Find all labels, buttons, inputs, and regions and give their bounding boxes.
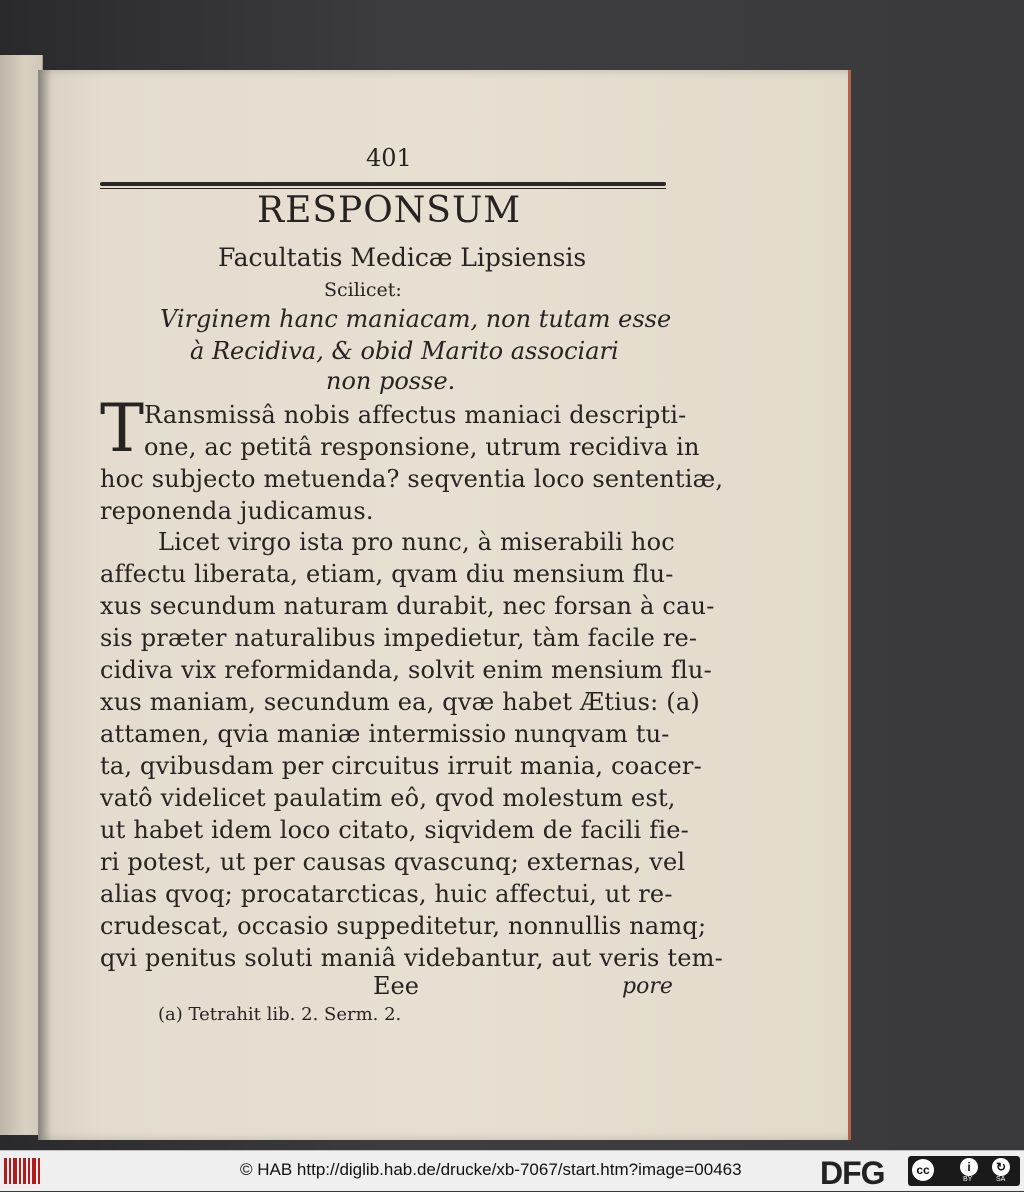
body-line: reponenda judicamus.: [100, 497, 374, 525]
body-line: crudescat, occasio suppeditetur, nonnullis namq;: [100, 912, 707, 940]
page-title: RESPONSUM: [257, 190, 522, 231]
body-line: ta, qvibusdam per circuitus irruit mania, coacer-: [100, 752, 702, 780]
drop-cap: T: [100, 390, 145, 467]
body-line: sis præter naturalibus impedietur, tàm facile re-: [100, 624, 698, 652]
info-bar: [0, 1150, 1024, 1191]
body-line: affectu liberata, etiam, qvam diu mensium flu-: [100, 560, 674, 588]
body-line: alias qvoq; procatarcticas, huic affectui, ut re-: [100, 880, 673, 908]
italic-line-3: non posse.: [326, 367, 456, 395]
italic-line-2: à Recidiva, & obid Marito associari: [190, 337, 619, 365]
spine-shadow: [38, 70, 52, 1140]
body-line: ut habet idem loco citato, siqvidem de facili fie-: [100, 816, 689, 844]
dfg-logo: DFG: [820, 1155, 885, 1191]
body-line: hoc subjecto metuenda? seqventia loco sententiæ,: [100, 465, 724, 493]
license-by-label: BY: [963, 1176, 973, 1183]
page-number: 401: [366, 144, 412, 172]
header-rule-thin: [100, 188, 666, 189]
footnote: (a) Tetrahit lib. 2. Serm. 2.: [158, 1004, 402, 1025]
catchword: pore: [622, 974, 673, 999]
cc-icon: cc: [912, 1159, 934, 1181]
body-line: xus maniam, secundum ea, qvæ habet Ætius: (a): [100, 688, 700, 716]
body-line: ri potest, ut per causas qvascunq; externas, vel: [100, 848, 686, 876]
body-line: qvi penitus soluti maniâ videbantur, aut veris tem-: [100, 944, 723, 972]
italic-line-1: Virginem hanc maniacam, non tutam esse: [160, 305, 672, 333]
body-line: cidiva vix reformidanda, solvit enim mensium flu-: [100, 656, 712, 684]
body-line: one, ac petitâ responsione, utrum recidiva in: [144, 433, 700, 461]
scilicet-label: Scilicet:: [324, 279, 402, 301]
body-line: Licet virgo ista pro nunc, à miserabili hoc: [158, 528, 675, 556]
body-line: Ransmissâ nobis affectus maniaci descripti-: [144, 401, 687, 429]
header-rule: [100, 182, 666, 186]
license-sa-label: SA: [996, 1176, 1006, 1183]
body-line: vatô videlicet paulatim eô, qvod molestum est,: [100, 784, 676, 812]
page-subtitle: Facultatis Medicæ Lipsiensis: [218, 243, 587, 272]
barcode-icon: [4, 1158, 44, 1184]
person-icon: i: [960, 1158, 978, 1176]
body-line: xus secundum naturam durabit, nec forsan à cau-: [100, 592, 715, 620]
signature-mark: Eee: [373, 972, 419, 1000]
copyright-link[interactable]: © HAB http://diglib.hab.de/drucke/xb-7067/start.htm?image=00463: [240, 1160, 742, 1179]
body-line: attamen, qvia maniæ intermissio nunqvam tu-: [100, 720, 670, 748]
cc-license-badge[interactable]: [908, 1156, 1020, 1186]
share-alike-icon: ↻: [992, 1158, 1010, 1176]
book-edge: [0, 55, 43, 1135]
